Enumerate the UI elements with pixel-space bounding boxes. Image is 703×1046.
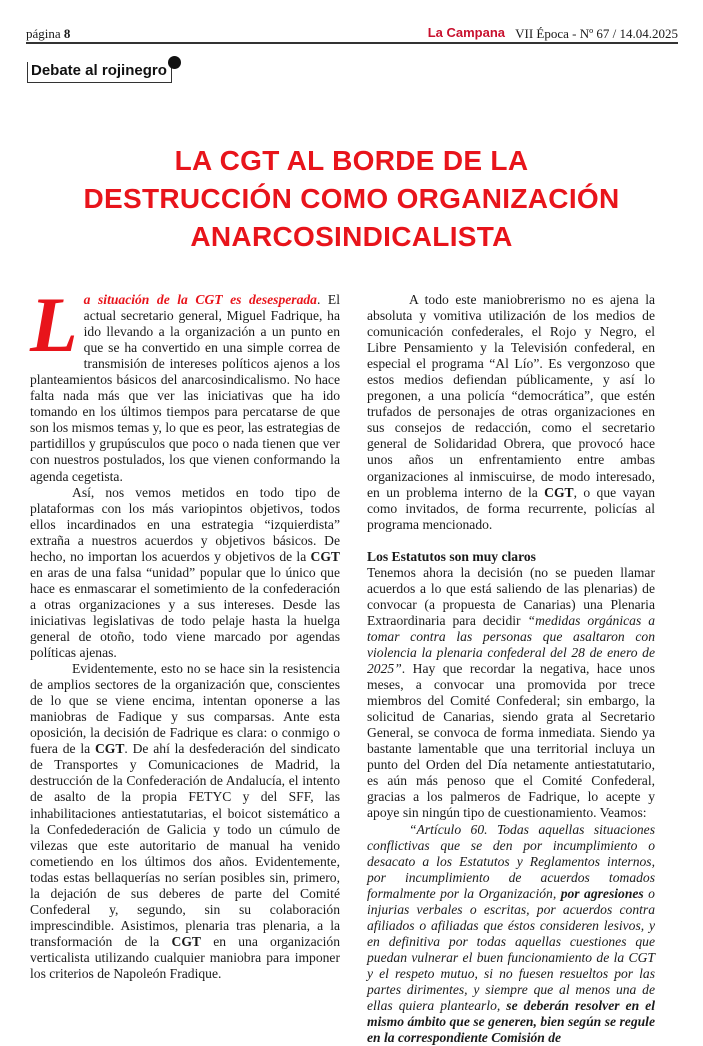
article-title [40,142,663,256]
paragraph-text: Así, nos vemos metidos en todo tipo de plataformas con los más variopintos objetivos, todos ellos incardinados en una estrategia “izquierdista” extraña a nuestros acuerdos y objetivos básicos. De hecho, no importan los acuerdos y objetivos de la [30,485,340,564]
quote-text: “Artículo 60. Todas aquellas situaciones conflictivas que se den por incumplimiento o desacato a los Estatutos y Reglamentos internos, por incumplimiento de acuerdos tomados formalmente por la Organización, [367,822,655,901]
paragraph-text: . De ahí la desfederación del sindicato de Transportes y Comunicaciones de Madrid, la destrucción de la Confederación de Andalucía, el intento de asalto de la propia FETYC y del SFF, las inhabilitaciones antiestatutarias, el boicot sistemático a la Confedederación de Galicia y todo un cúmulo de vilezas que este autoritario de manual ha venido cometiendo en los últimos dos años. Evidentemente, todas estas bellaquerías no serían posibles sin, primero, la dejación de sus deberes de parte del Comité Confederal y, segundo, sin su colaboración imprescindible. Asistimos, plenaria tras plenaria, a la transformación de la [30,741,340,949]
lead-text: a situación de la CGT es desesperada [84,292,317,307]
left-column [30,292,340,982]
page-number-value: 8 [64,26,71,41]
page-label: página [26,26,61,41]
italic-quote: “medidas orgánicas a tomar contra las personas que asaltaron con violencia la plenaria confederal del 28 de enero de 2025” [367,613,655,676]
paragraph [367,565,655,822]
bold-text: CGT [544,485,573,500]
bold-quote-text: se deberán resolver en el mismo ámbito que se generen, bien según se regule en la correspondiente Comisión de [367,998,655,1045]
paragraph-text: en una organización verticalista utilizando cualquier maniobra para imponer los criterios de Napoleón Fradique. [30,934,340,981]
bold-text: CGT [95,741,124,756]
paragraph-text: Tenemos ahora la decisión (no se pueden llamar acuerdos a lo que está saliendo de las plenarias) de convocar (a propuesta de Canarias) una Plenaria Extraordinaria para decidir [367,565,655,628]
statute-quote [367,822,655,1046]
bold-text: CGT [172,934,201,949]
paragraph-text: Evidentemente, esto no se hace sin la resistencia de amplios sectores de la organización que, conscientes de lo que se viene encima, intentan oponerse a las maniobras de Fadique y sus comparsas. Ante esta oposición, la decisión de Fadrique es clara: o conmigo o fuera de la [30,661,340,756]
paragraph [30,292,340,485]
drop-cap: L [30,294,78,358]
title-line: ANARCOSINDICALISTA [190,221,512,252]
paragraph-text: . Hay que recordar la negativa, hace unos meses, a convocar una promovida por trece miembros del Comité Confederal; sin embargo, la solicitud de Canarias, siendo grata al Secretario General, se convoca de forma inmediata. Siendo ya bastante lamentable que una territorial incluya un punto del Orden del Día netamente antiestatutario, es aún más penoso que el Comité Confederal, gracias a los palmeros de Fadrique, lo acepte y apoye sin ningún tipo de cuestionamiento. Veamos: [367,661,655,820]
bomb-icon [168,56,181,69]
bold-text: CGT [311,549,340,564]
paragraph-text: en aras de una falsa “unidad” popular que lo único que hace es enmascarar el sometimiento de la confederación a otras organizaciones y a sus intereses. Desde las iniciativas legislativas de todo pelaje hasta la huelga general de otoño, todo viene marcado por agendas políticas ajenas. [30,565,340,660]
section-badge [27,62,172,83]
quote-text: o injurias verbales o escritas, por acuerdos contra afiliados o afiliadas que éstos consideren lesivos, y en definitiva por todas aquellas cuestiones que puedan vulnerar el buen funcionamiento de la CGT y el respeto mutuo, si no fuesen resueltos por las partes dirimentes, y siempre que al menos una de ellas quiera plantearlo, [367,886,655,1013]
right-column [367,292,655,1046]
page-number [26,26,70,42]
paragraph [367,292,655,533]
issue-info: VII Época - Nº 67 / 14.04.2025 [515,26,678,42]
paragraph-text: , o que vayan como invitados, de forma recurrente, policías al programa mencionado. [367,485,655,532]
paragraph-text: . El actual secretario general, Miguel Fadrique, ha ido llevando a la organización a un punto en que se ha convertido en una simple correa de transmisión de intereses políticos ajenos a los planteamientos básicos del anarcosindicalismo. No hace falta nada más que ver las iniciativas que ha ido tomando en los últimos tiempos para percatarse de que son los mismos temas y, lo que es peor, las estrategias de partidillos y grupúsculos que poco o nada tienen que ver con nuestros postulados, los que vienen conformando la agenda cegetista. [30,292,340,484]
title-line: LA CGT AL BORDE DE LA [175,145,529,176]
publication-name: La Campana [428,25,505,40]
bold-quote-text: por agresiones [561,886,644,901]
paragraph-text: A todo este maniobrerismo no es ajena la absoluta y vomitiva utilización de los medios de comunicación confederales, el Rojo y Negro, el Libre Pensamiento y la Televisión confederal, en especial el programa “Al Lío”. Es vergonzoso que estos medios defiendan públicamente, y así lo pregonen, a una policía “democrática”, que estén trufados de personajes de otras organizaciones en sus consejos de redacción, como el secretario general de Solidaridad Obrera, que provocó hace unos años un enfrentamiento entre ambas organizaciones al inmiscuirse, de modo interesado, en un problema interno de la [367,292,655,500]
title-line: DESTRUCCIÓN COMO ORGANIZACIÓN [83,183,619,214]
section-badge-label: Debate al rojinegro [31,62,167,79]
paragraph [30,485,340,662]
page-header [26,24,678,44]
paragraph [30,661,340,982]
subheading: Los Estatutos son muy claros [367,549,655,565]
